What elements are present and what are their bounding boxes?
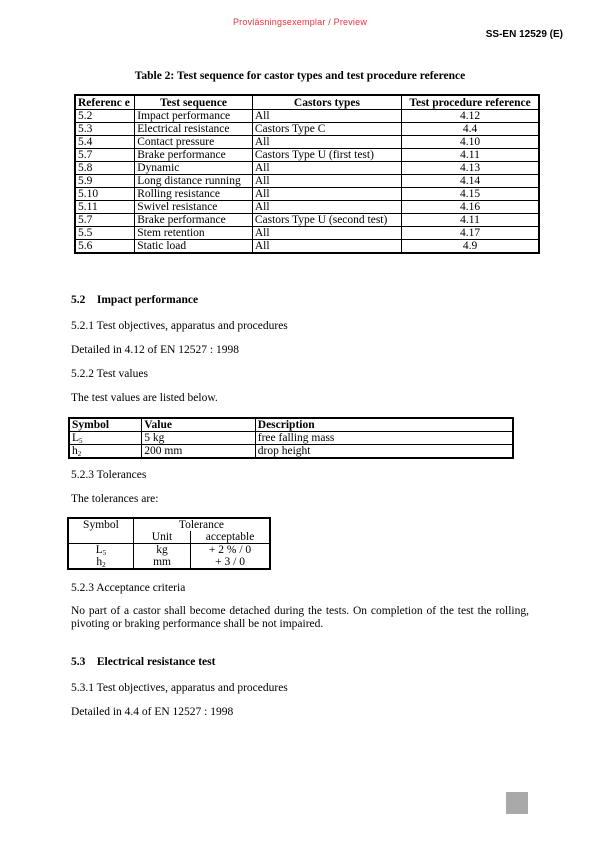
table-row bbox=[69, 432, 513, 445]
column-header-castors-types: Castors types bbox=[252, 95, 401, 110]
procedure-reference-cell: 4.12 bbox=[402, 110, 539, 123]
test-sequence-cell: Static load bbox=[135, 240, 253, 254]
table-row bbox=[75, 214, 539, 227]
value-cell: 200 mm bbox=[142, 445, 255, 459]
castors-type-cell: Castors Type C bbox=[252, 123, 401, 136]
test-sequence-cell: Swivel resistance bbox=[135, 201, 253, 214]
section-5-2-3-text: The tolerances are: bbox=[71, 493, 159, 505]
reference-cell: 5.11 bbox=[75, 201, 135, 214]
column-header-description: Description bbox=[255, 418, 513, 432]
table-header-row bbox=[68, 518, 270, 531]
section-5-2-1-text: Detailed in 4.12 of EN 12527 : 1998 bbox=[71, 344, 240, 356]
test-sequence-cell: Brake performance bbox=[135, 214, 253, 227]
section-5-2-3-heading: 5.2.3 Tolerances bbox=[71, 469, 147, 481]
castors-type-cell: All bbox=[252, 175, 401, 188]
procedure-reference-cell: 4.13 bbox=[402, 162, 539, 175]
document-id: SS-EN 12529 (E) bbox=[485, 29, 563, 40]
castors-type-cell: All bbox=[252, 240, 401, 254]
table-row bbox=[68, 556, 270, 569]
column-header-value: Value bbox=[142, 418, 255, 432]
test-sequence-cell: Rolling resistance bbox=[135, 188, 253, 201]
section-5-2-heading: 5.2 Impact performance bbox=[71, 294, 199, 306]
test-sequence-cell: Impact performance bbox=[135, 110, 253, 123]
procedure-reference-cell: 4.17 bbox=[402, 227, 539, 240]
test-sequence-cell: Contact pressure bbox=[135, 136, 253, 149]
procedure-reference-cell: 4.16 bbox=[402, 201, 539, 214]
test-sequence-cell: Long distance running bbox=[135, 175, 253, 188]
column-header-acceptable: acceptable bbox=[191, 531, 270, 544]
acceptable-cell: + 3 / 0 bbox=[191, 556, 270, 569]
table-2-title: Table 2: Test sequence for castor types and test procedure reference bbox=[134, 70, 466, 82]
castors-type-cell: All bbox=[252, 136, 401, 149]
reference-cell: 5.6 bbox=[75, 240, 135, 254]
acceptance-criteria-text: No part of a castor shall become detached during the tests. On completion of the test the rolling, pivoting or braking performance shall be not impaired. bbox=[71, 605, 529, 630]
column-header-test-sequence: Test sequence bbox=[135, 95, 253, 110]
table-row bbox=[75, 110, 539, 123]
castors-type-cell: All bbox=[252, 188, 401, 201]
section-5-3-1-text: Detailed in 4.4 of EN 12527 : 1998 bbox=[71, 706, 234, 718]
symbol-cell: $L_5$ bbox=[95, 544, 107, 557]
table-header-row bbox=[69, 418, 513, 432]
table-row bbox=[69, 445, 513, 459]
tolerances-table bbox=[67, 517, 271, 570]
column-header-procedure-reference: Test procedure reference bbox=[402, 95, 539, 110]
column-header-reference: Referenc e bbox=[75, 95, 135, 110]
table-row bbox=[75, 240, 539, 254]
page-marker bbox=[506, 792, 528, 814]
table-row bbox=[75, 123, 539, 136]
reference-cell: 5.4 bbox=[75, 136, 135, 149]
reference-cell: 5.7 bbox=[75, 149, 135, 162]
reference-cell: 5.9 bbox=[75, 175, 135, 188]
symbol-cell: $L_5$ bbox=[69, 432, 142, 445]
acceptable-cell: + 2 % / 0 bbox=[191, 544, 270, 557]
reference-cell: 5.2 bbox=[75, 110, 135, 123]
description-cell: drop height bbox=[255, 445, 513, 459]
reference-cell: 5.7 bbox=[75, 214, 135, 227]
test-values-table bbox=[68, 417, 514, 459]
procedure-reference-cell: 4.15 bbox=[402, 188, 539, 201]
table-subheader-row bbox=[68, 531, 270, 544]
column-header-symbol: Symbol bbox=[69, 418, 142, 432]
reference-cell: 5.10 bbox=[75, 188, 135, 201]
column-header-symbol: Symbol bbox=[83, 519, 119, 531]
test-sequence-table bbox=[74, 94, 540, 254]
reference-cell: 5.8 bbox=[75, 162, 135, 175]
procedure-reference-cell: 4.9 bbox=[402, 240, 539, 254]
reference-cell: 5.3 bbox=[75, 123, 135, 136]
test-sequence-cell: Dynamic bbox=[135, 162, 253, 175]
test-sequence-cell: Brake performance bbox=[135, 149, 253, 162]
section-5-3-heading: 5.3 Electrical resistance test bbox=[71, 656, 216, 668]
column-header-tolerance: Tolerance bbox=[133, 518, 270, 531]
section-5-2-2-text: The test values are listed below. bbox=[71, 392, 218, 404]
table-row bbox=[75, 136, 539, 149]
procedure-reference-cell: 4.11 bbox=[402, 149, 539, 162]
castors-type-cell: Castors Type U (second test) bbox=[252, 214, 401, 227]
table-row bbox=[75, 149, 539, 162]
section-acceptance-criteria-heading: 5.2.3 Acceptance criteria bbox=[71, 582, 186, 594]
section-5-2-2-heading: 5.2.2 Test values bbox=[71, 368, 148, 380]
procedure-reference-cell: 4.14 bbox=[402, 175, 539, 188]
table-row bbox=[75, 188, 539, 201]
test-sequence-cell: Electrical resistance bbox=[135, 123, 253, 136]
table-row bbox=[75, 162, 539, 175]
table-row bbox=[68, 544, 270, 557]
castors-type-cell: All bbox=[252, 162, 401, 175]
section-5-2-1-heading: 5.2.1 Test objectives, apparatus and procedures bbox=[71, 320, 288, 332]
symbol-cell: $h_2$ bbox=[69, 445, 142, 459]
column-header-unit: Unit bbox=[133, 531, 190, 544]
castors-type-cell: All bbox=[252, 110, 401, 123]
reference-cell: 5.5 bbox=[75, 227, 135, 240]
castors-type-cell: All bbox=[252, 201, 401, 214]
castors-type-cell: Castors Type U (first test) bbox=[252, 149, 401, 162]
unit-cell: mm bbox=[133, 556, 190, 569]
unit-cell: kg bbox=[133, 544, 190, 557]
description-cell: free falling mass bbox=[255, 432, 513, 445]
procedure-reference-cell: 4.11 bbox=[402, 214, 539, 227]
table-header-row bbox=[75, 95, 539, 110]
procedure-reference-cell: 4.4 bbox=[402, 123, 539, 136]
section-5-3-1-heading: 5.3.1 Test objectives, apparatus and procedures bbox=[71, 682, 288, 694]
table-row bbox=[75, 201, 539, 214]
table-row bbox=[75, 227, 539, 240]
preview-watermark: Provläsningsexemplar / Preview bbox=[232, 17, 368, 27]
castors-type-cell: All bbox=[252, 227, 401, 240]
procedure-reference-cell: 4.10 bbox=[402, 136, 539, 149]
symbol-cell: $h_2$ bbox=[96, 556, 106, 569]
table-row bbox=[75, 175, 539, 188]
test-sequence-cell: Stem retention bbox=[135, 227, 253, 240]
value-cell: 5 kg bbox=[142, 432, 255, 445]
